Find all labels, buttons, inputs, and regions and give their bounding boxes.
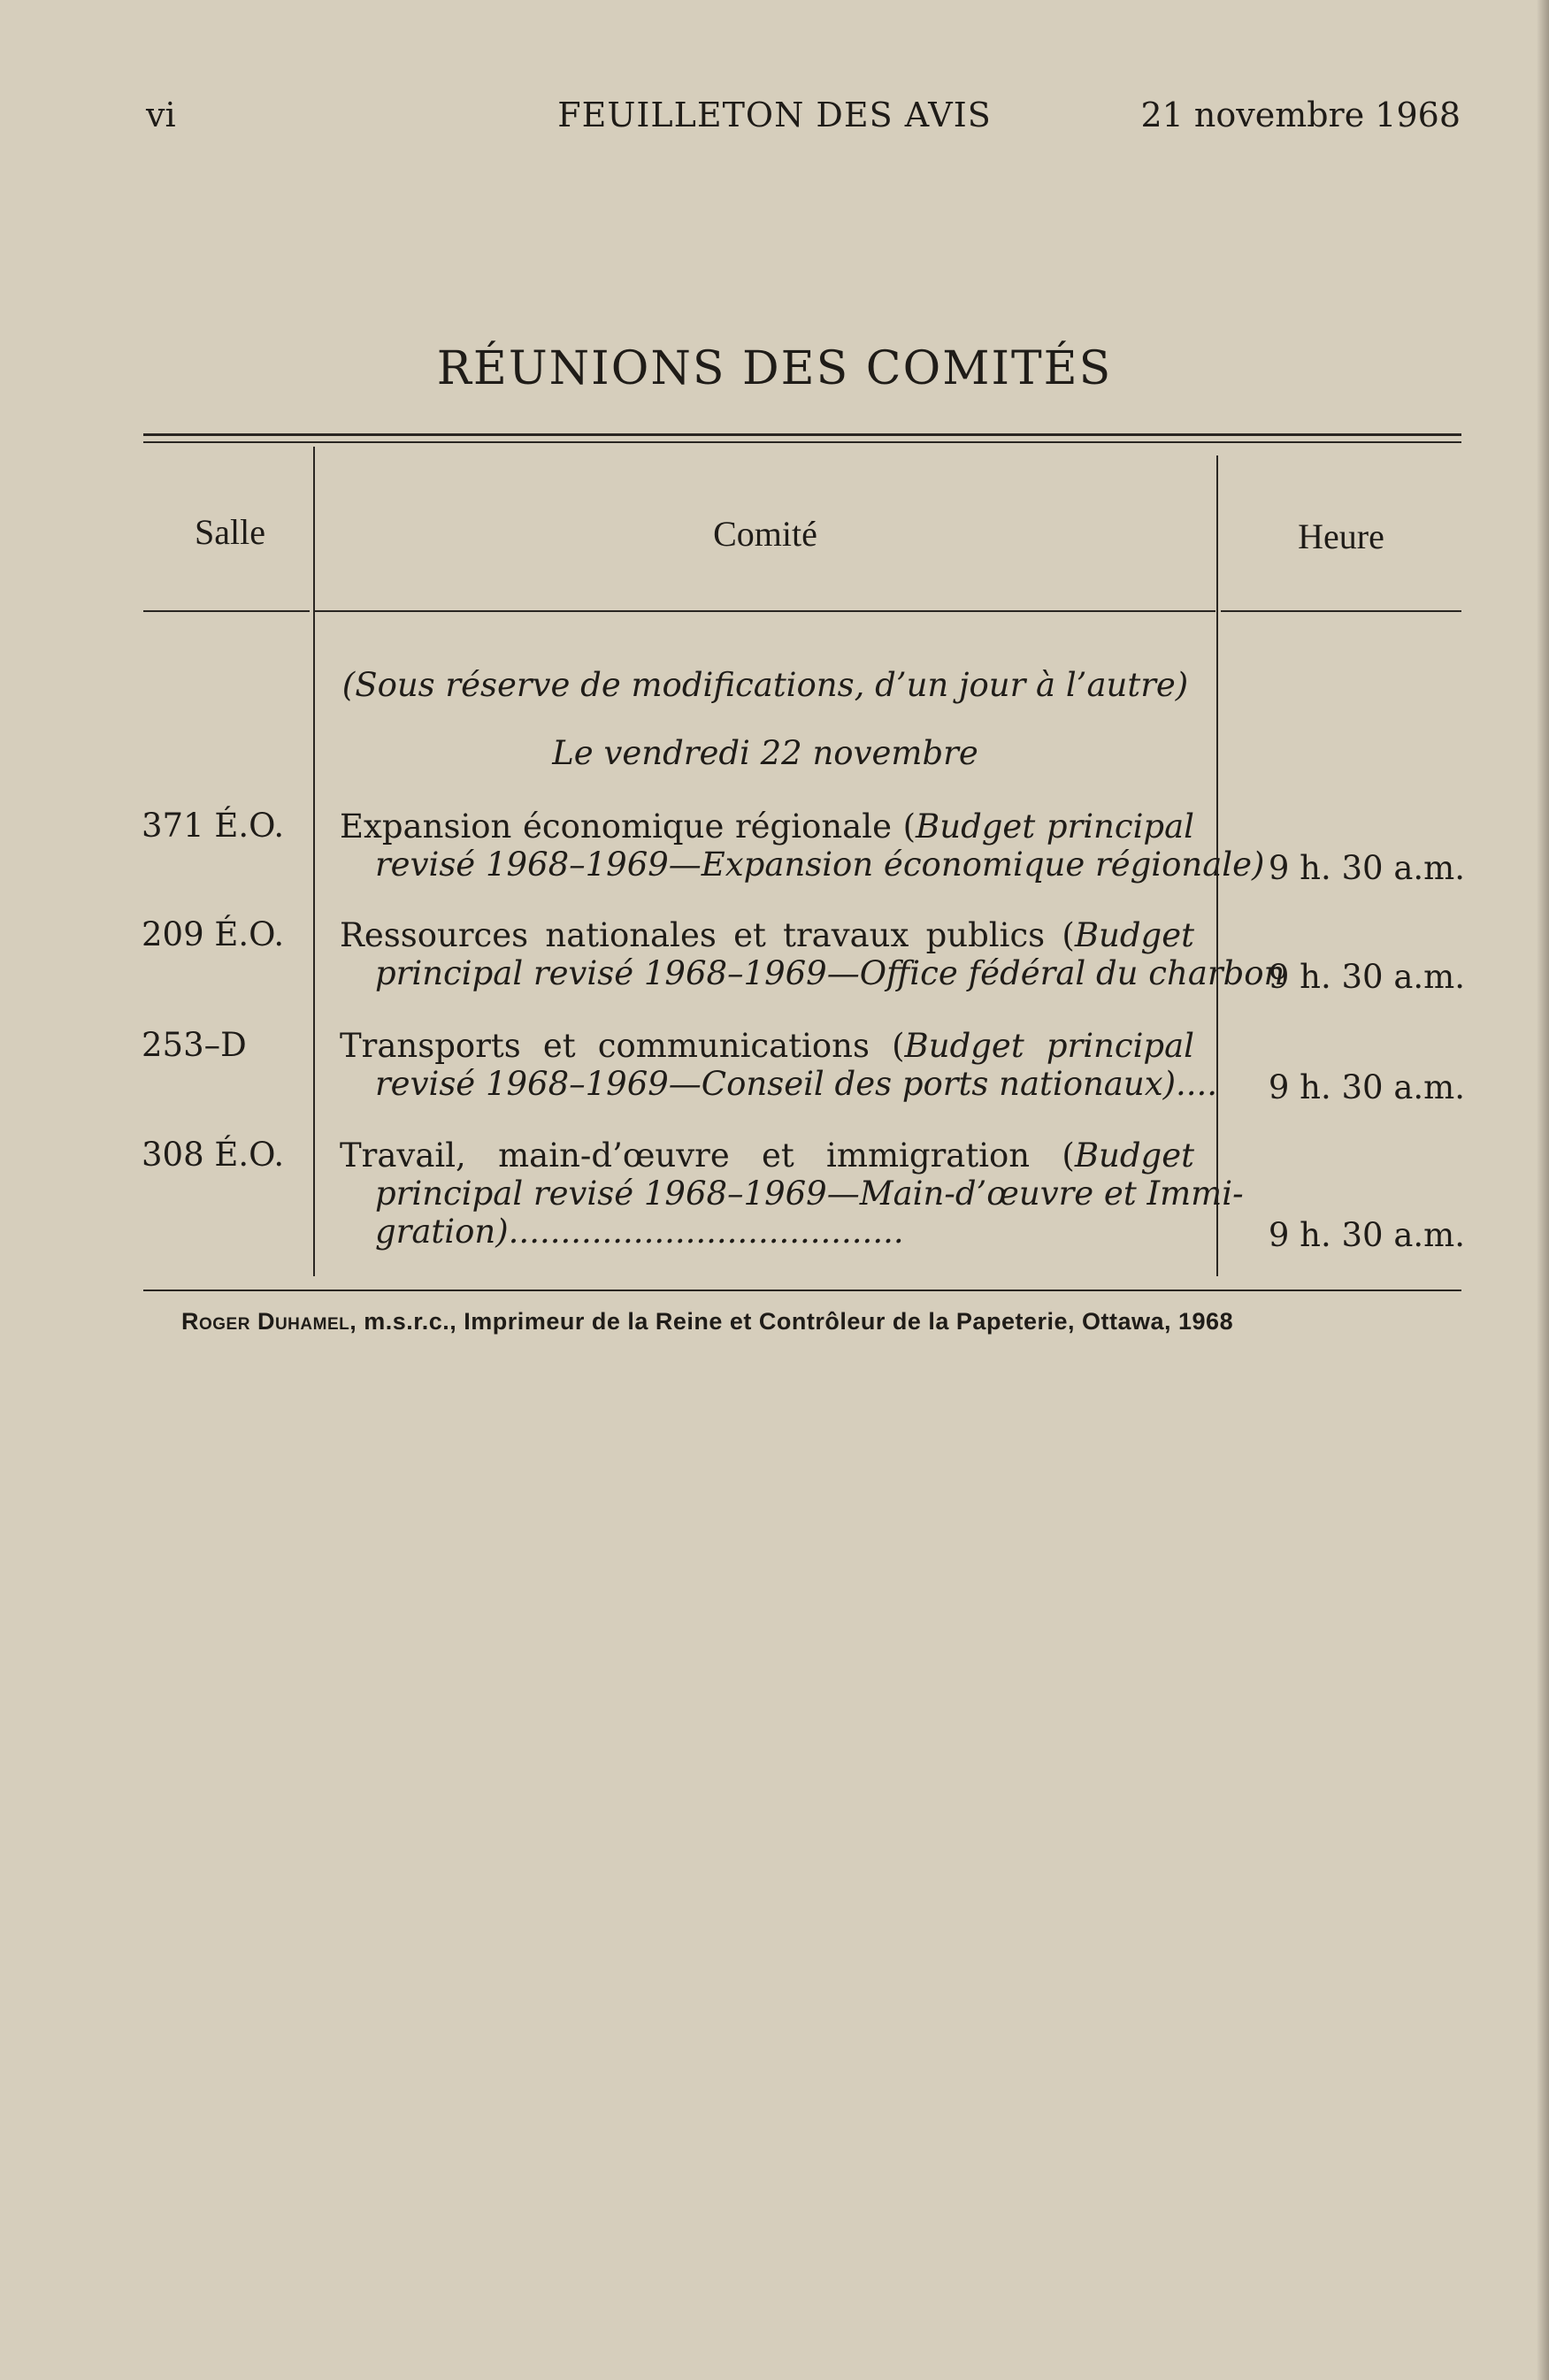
meeting-time: 9 h. 30 a.m. (1268, 849, 1465, 887)
column-header-comite: Comité (713, 514, 817, 554)
committee-line-2: principal revisé 1968–1969—Office fédéral du charbon (375, 954, 1285, 992)
committee-line-2: principal revisé 1968–1969—Main-d’œuvre et Immi- (375, 1175, 1244, 1213)
committee-line-1 (340, 1136, 1194, 1175)
committee-name: Transports et communications ( (340, 1027, 905, 1065)
committee-name: Ressources nationales et travaux publics ( (340, 916, 1075, 954)
column-header-heure: Heure (1298, 517, 1384, 556)
printer-name: Roger Duhamel (181, 1308, 350, 1335)
header-date: 21 novembre 1968 (1140, 96, 1461, 134)
top-rule-2 (143, 441, 1461, 443)
printer-details: , m.s.r.c., Imprimeur de la Reine et Contrôleur de la Papeterie, Ottawa, 1968 (349, 1308, 1234, 1335)
meeting-day: Le vendredi 22 novembre (552, 734, 978, 772)
page-number: vi (146, 96, 176, 134)
room-371: 371 É.O. (142, 807, 285, 845)
column-header-salle: Salle (195, 512, 265, 552)
committee-line-1 (340, 916, 1194, 954)
meeting-time: 9 h. 30 a.m. (1268, 1068, 1465, 1106)
committee-line-1 (340, 807, 1194, 846)
committee-line-2: revisé 1968–1969—Expansion économique régionale) (375, 846, 1265, 884)
meeting-time: 9 h. 30 a.m. (1268, 958, 1465, 996)
committee-line-3: gration)...................................... (375, 1213, 904, 1251)
committee-name: Travail, main-d’œuvre et immigration ( (340, 1136, 1075, 1175)
committee-line-2: revisé 1968–1969—Conseil des ports nationaux).... (375, 1065, 1218, 1103)
room-209: 209 É.O. (142, 915, 285, 953)
committee-subject: Budget principal (904, 1027, 1194, 1065)
committee-entry (340, 1136, 1244, 1251)
room-308: 308 É.O. (142, 1136, 285, 1174)
meeting-time: 9 h. 30 a.m. (1268, 1216, 1465, 1254)
schedule-note: (Sous réserve de modifications, d’un jour à l’autre) (341, 666, 1189, 704)
committee-entry (340, 916, 1285, 992)
committee-subject: Budget (1074, 916, 1194, 954)
committee-entry (340, 807, 1265, 884)
committee-name: Expansion économique régionale ( (340, 807, 916, 846)
header-rule-salle (143, 610, 310, 612)
room-253: 253–D (142, 1026, 247, 1064)
bottom-rule (143, 1289, 1461, 1291)
committee-subject: Budget (1074, 1136, 1194, 1175)
page-title: RÉUNIONS DES COMITÉS (436, 342, 1113, 395)
header-rule-heure (1221, 610, 1461, 612)
column-divider-left (313, 447, 315, 1276)
committee-subject: Budget principal (916, 807, 1195, 846)
printer-imprint (181, 1308, 1420, 1335)
header-rule-comite (315, 610, 1215, 612)
top-rule-1 (143, 433, 1461, 436)
publication-title: FEUILLETON DES AVIS (557, 96, 992, 134)
committee-entry (340, 1027, 1218, 1103)
committee-line-1 (340, 1027, 1194, 1065)
